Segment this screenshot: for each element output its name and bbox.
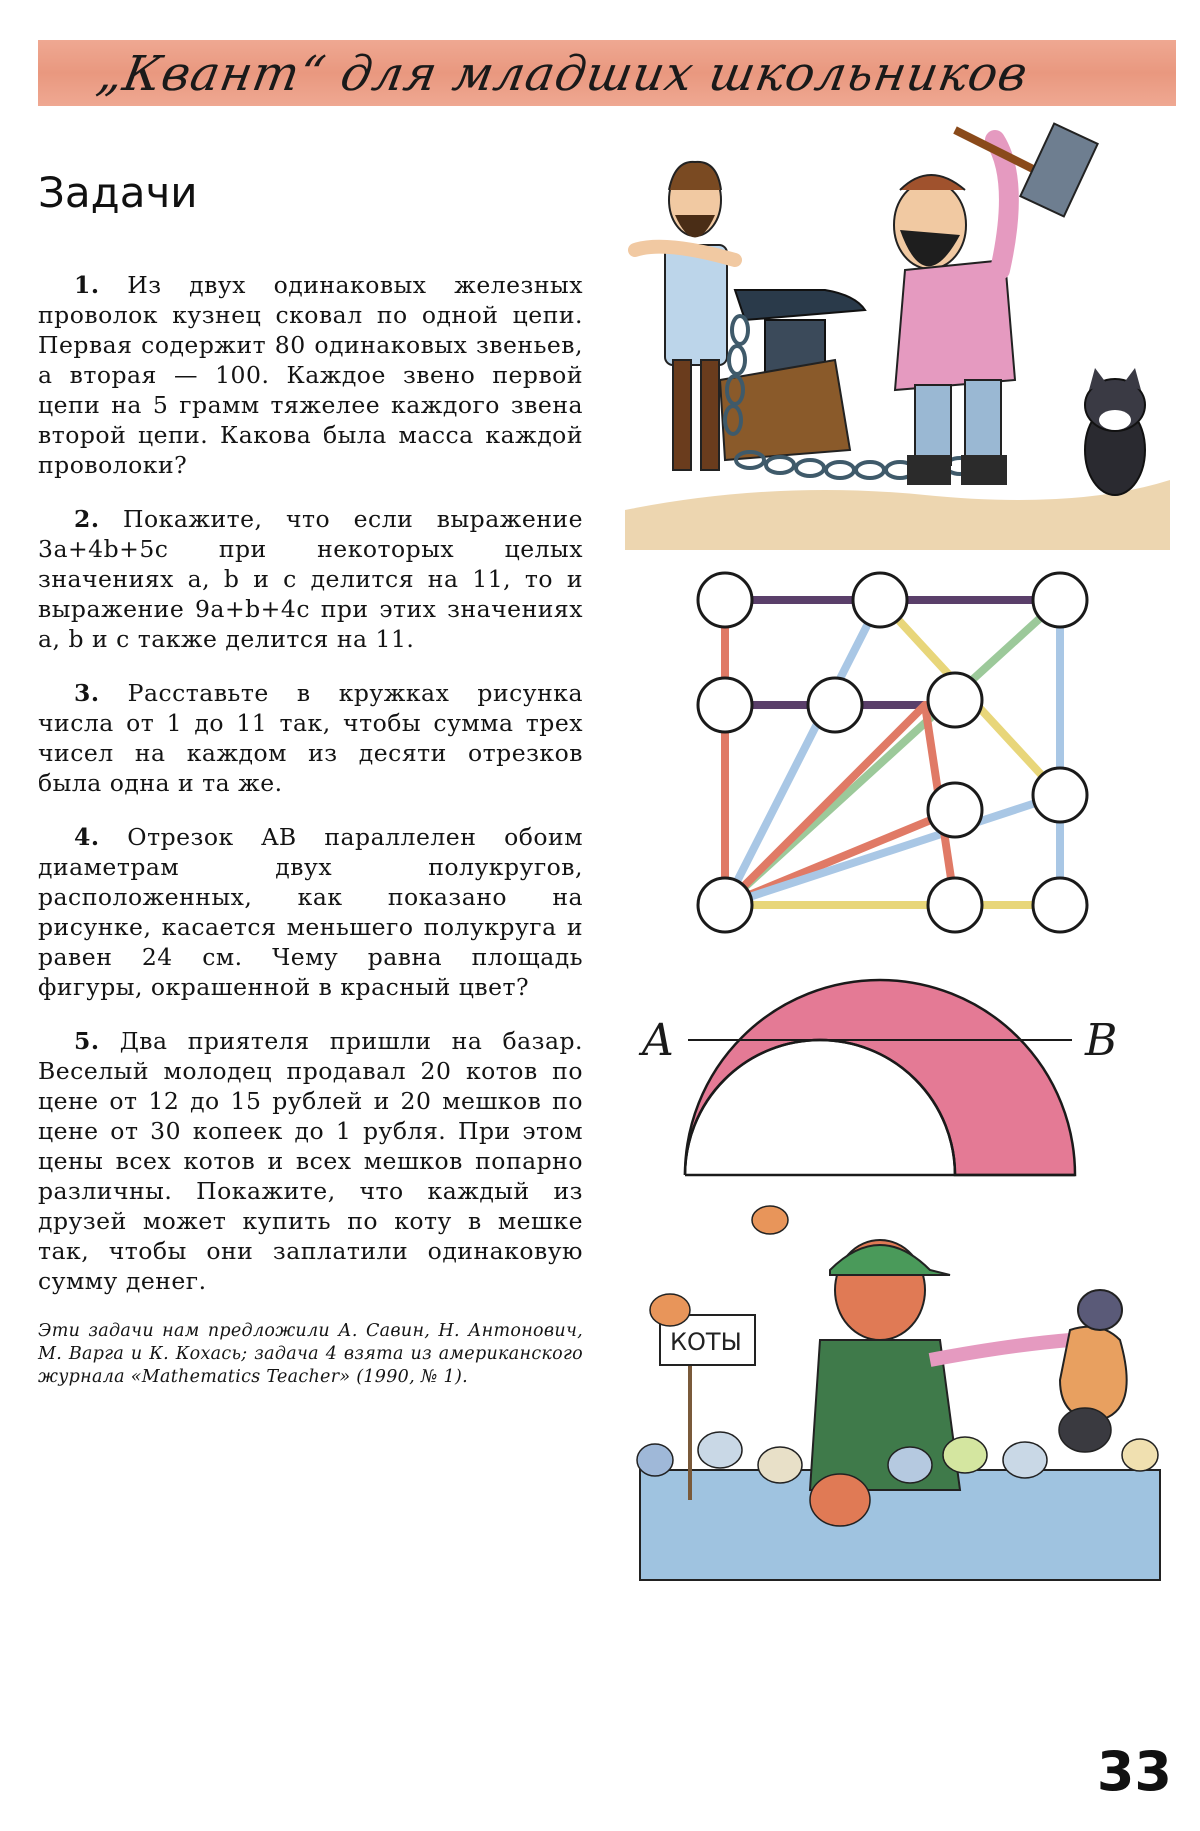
cat [637, 1444, 673, 1476]
header-banner [38, 40, 1176, 106]
apprentice-figure [635, 162, 735, 470]
problem-number: 3. [74, 679, 100, 707]
problem-2 [38, 504, 583, 654]
problem-5 [38, 1026, 583, 1296]
label-a: A [642, 1015, 674, 1066]
problem-4 [38, 822, 583, 1002]
graph-node [1033, 573, 1087, 627]
section-title: Задачи [38, 168, 198, 217]
graph-node [928, 673, 982, 727]
problem-number: 5. [74, 1027, 100, 1055]
cat [1059, 1408, 1111, 1452]
blacksmith-illustration [625, 120, 1170, 550]
cat [943, 1437, 987, 1473]
problem-1 [38, 270, 583, 480]
graph-node [698, 678, 752, 732]
problem-3 [38, 678, 583, 798]
cat [752, 1206, 788, 1234]
cat [1122, 1439, 1158, 1471]
problem-text: Расставьте в кружках рисунка числа от 1 до 11 так, чтобы сумма трех чисел на каждом из десяти отрезков была одна и та же. [38, 679, 583, 797]
circles-graph-figure [690, 560, 1110, 960]
graph-node [1033, 878, 1087, 932]
problems-column [38, 270, 583, 1407]
semicircle-figure [630, 975, 1175, 1195]
label-b: B [1085, 1015, 1118, 1066]
graph-node [698, 878, 752, 932]
cat [810, 1474, 870, 1526]
problem-number: 4. [74, 823, 100, 851]
cat [888, 1447, 932, 1483]
problem-text: Отрезок AB параллелен обоим диаметрам двух полукругов, расположенных, как показано на рисунке, касается меньшего полукруга и равен 24 см. Чему равна площадь фигуры, окрашенной в красный цвет? [38, 823, 583, 1001]
graph-node [698, 573, 752, 627]
problem-text: Два приятеля пришли на базар. Веселый молодец продавал 20 котов по цене от 12 до 15 рублей и 20 мешков по цене от 30 копеек до 1 рубля. При этом цены всех котов и всех мешков попарно различны. Покажите, что каждый из друзей может купить по коту в мешке так, чтобы они заплатили одинаковую сумму денег. [38, 1027, 583, 1295]
problem-text: Покажите, что если выражение 3a+4b+5c при некоторых целых значениях a, b и c делится на 11, то и выражение 9a+b+4c при этих значениях a, b и c также делится на 11. [38, 505, 583, 653]
page-number: 33 [1096, 1740, 1172, 1803]
sack [1060, 1290, 1127, 1420]
cat [698, 1432, 742, 1468]
graph-node [1033, 768, 1087, 822]
banner-title: „Квант“ для младших школьников [93, 46, 1033, 102]
cat [650, 1294, 690, 1326]
sign-text: КОТЫ [670, 1328, 742, 1356]
problem-number: 1. [74, 271, 100, 299]
credits-note: Эти задачи нам предложили А. Савин, Н. Антонович, М. Варга и К. Кохась; задача 4 взята из американского журнала «Mathematics Teacher» (1990, № 1). [38, 1321, 583, 1387]
graph-node [808, 678, 862, 732]
cat-figure [1085, 368, 1145, 495]
problem-text: Из двух одинаковых железных проволок кузнец сковал по одной цепи. Первая содержит 80 одинаковых звеньев, а вторая — 100. Каждое звено первой цепи на 5 грамм тяжелее каждого звена второй цепи. Какова была масса каждой проволоки? [38, 271, 583, 479]
cat [1003, 1442, 1047, 1478]
graph-node [928, 878, 982, 932]
graph-node [928, 783, 982, 837]
blacksmith-figure [894, 124, 1098, 485]
cat [758, 1447, 802, 1483]
cat-market-illustration [630, 1200, 1175, 1610]
red-region [685, 980, 1075, 1175]
problem-number: 2. [74, 505, 100, 533]
graph-node [853, 573, 907, 627]
